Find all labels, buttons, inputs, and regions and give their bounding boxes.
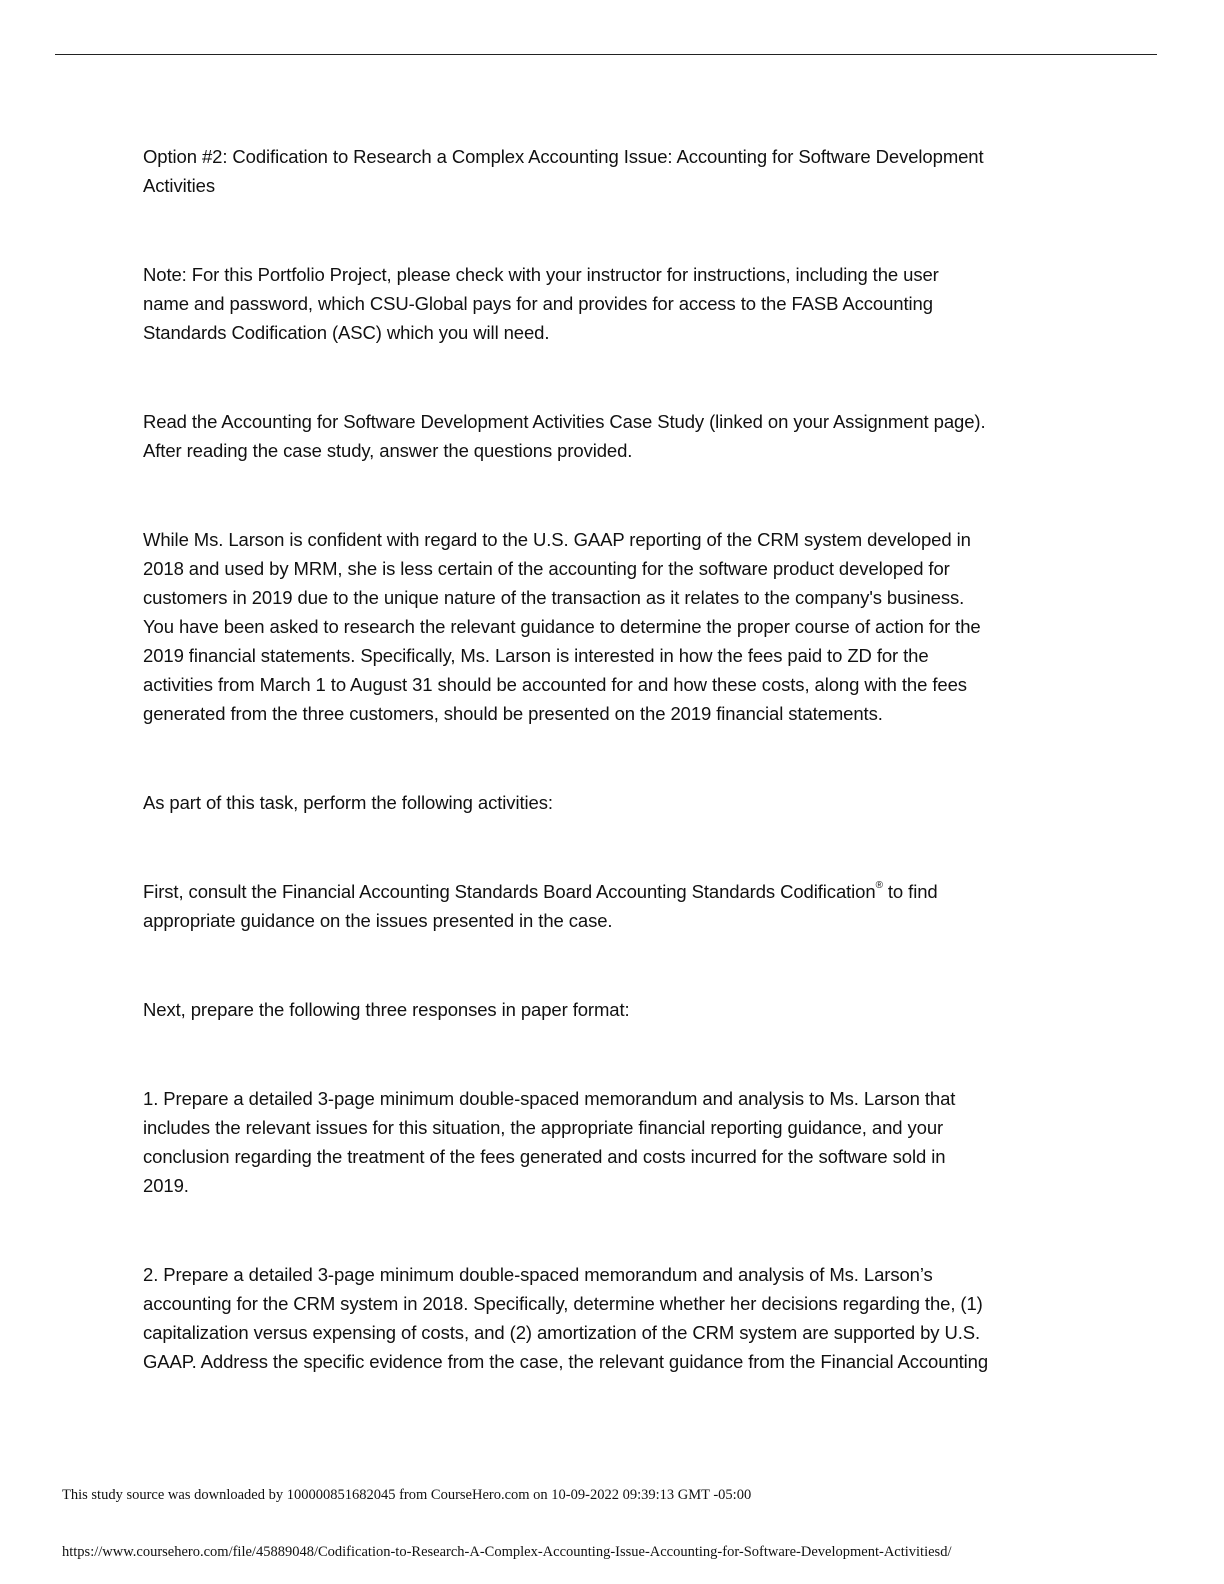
- response-2-paragraph: 2. Prepare a detailed 3-page minimum double-spaced memorandum and analysis of Ms. Larson’s accounting for the CRM system in 2018. Specifically, determine whether her decisions regarding the, (1) capitalization versus expensing of costs, and (2) amortization of the CRM system are supported by U.S. GAAP. Address the specific evidence from the case, the relevant guidance from the Financial Accounting: [143, 1264, 989, 1372]
- next-step-paragraph: Next, prepare the following three responses in paper format:: [143, 999, 630, 1020]
- download-notice: This study source was downloaded by 100000851682045 from CourseHero.com on 10-09-2022 09:39:13 GMT -05:00: [62, 1487, 752, 1503]
- registered-mark: ®: [875, 879, 883, 891]
- first-step-paragraph: First, consult the Financial Accounting Standards Board Accounting Standards Codification® to find appropriate guidance on the issues presented in the case.: [143, 879, 938, 931]
- read-case-paragraph: Read the Accounting for Software Development Activities Case Study (linked on your Assignment page). After reading the case study, answer the questions provided.: [143, 411, 986, 461]
- case-summary-paragraph: While Ms. Larson is confident with regard to the U.S. GAAP reporting of the CRM system developed in 2018 and used by MRM, she is less certain of the accounting for the software product developed for customers in 2019 due to the unique nature of the transaction as it relates to the company's business. You have been asked to research the relevant guidance to determine the proper course of action for the 2019 financial statements. Specifically, Ms. Larson is interested in how the fees paid to ZD for the activities from March 1 to August 31 should be accounted for and how these costs, along with the fees generated from the three customers, should be presented on the 2019 financial statements.: [143, 529, 981, 724]
- document-title: Option #2: Codification to Research a Complex Accounting Issue: Accounting for Software Development Activities: [143, 146, 984, 196]
- note-paragraph: Note: For this Portfolio Project, please check with your instructor for instructions, including the user name and password, which CSU-Global pays for and provides for access to the FASB Accounting Standards Codification (ASC) which you will need.: [143, 264, 939, 343]
- task-intro-paragraph: As part of this task, perform the following activities:: [143, 792, 553, 813]
- top-divider: [55, 54, 1157, 55]
- source-url-link[interactable]: https://www.coursehero.com/file/45889048/Codification-to-Research-A-Complex-Accounting-Issue-Accounting-for-Software-Development-Activitiesd/: [62, 1544, 952, 1560]
- document-body: [143, 142, 1073, 1376]
- response-1-paragraph: 1. Prepare a detailed 3-page minimum double-spaced memorandum and analysis to Ms. Larson that includes the relevant issues for this situation, the appropriate financial reporting guidance, and your conclusion regarding the treatment of the fees generated and costs incurred for the software sold in 2019.: [143, 1088, 956, 1196]
